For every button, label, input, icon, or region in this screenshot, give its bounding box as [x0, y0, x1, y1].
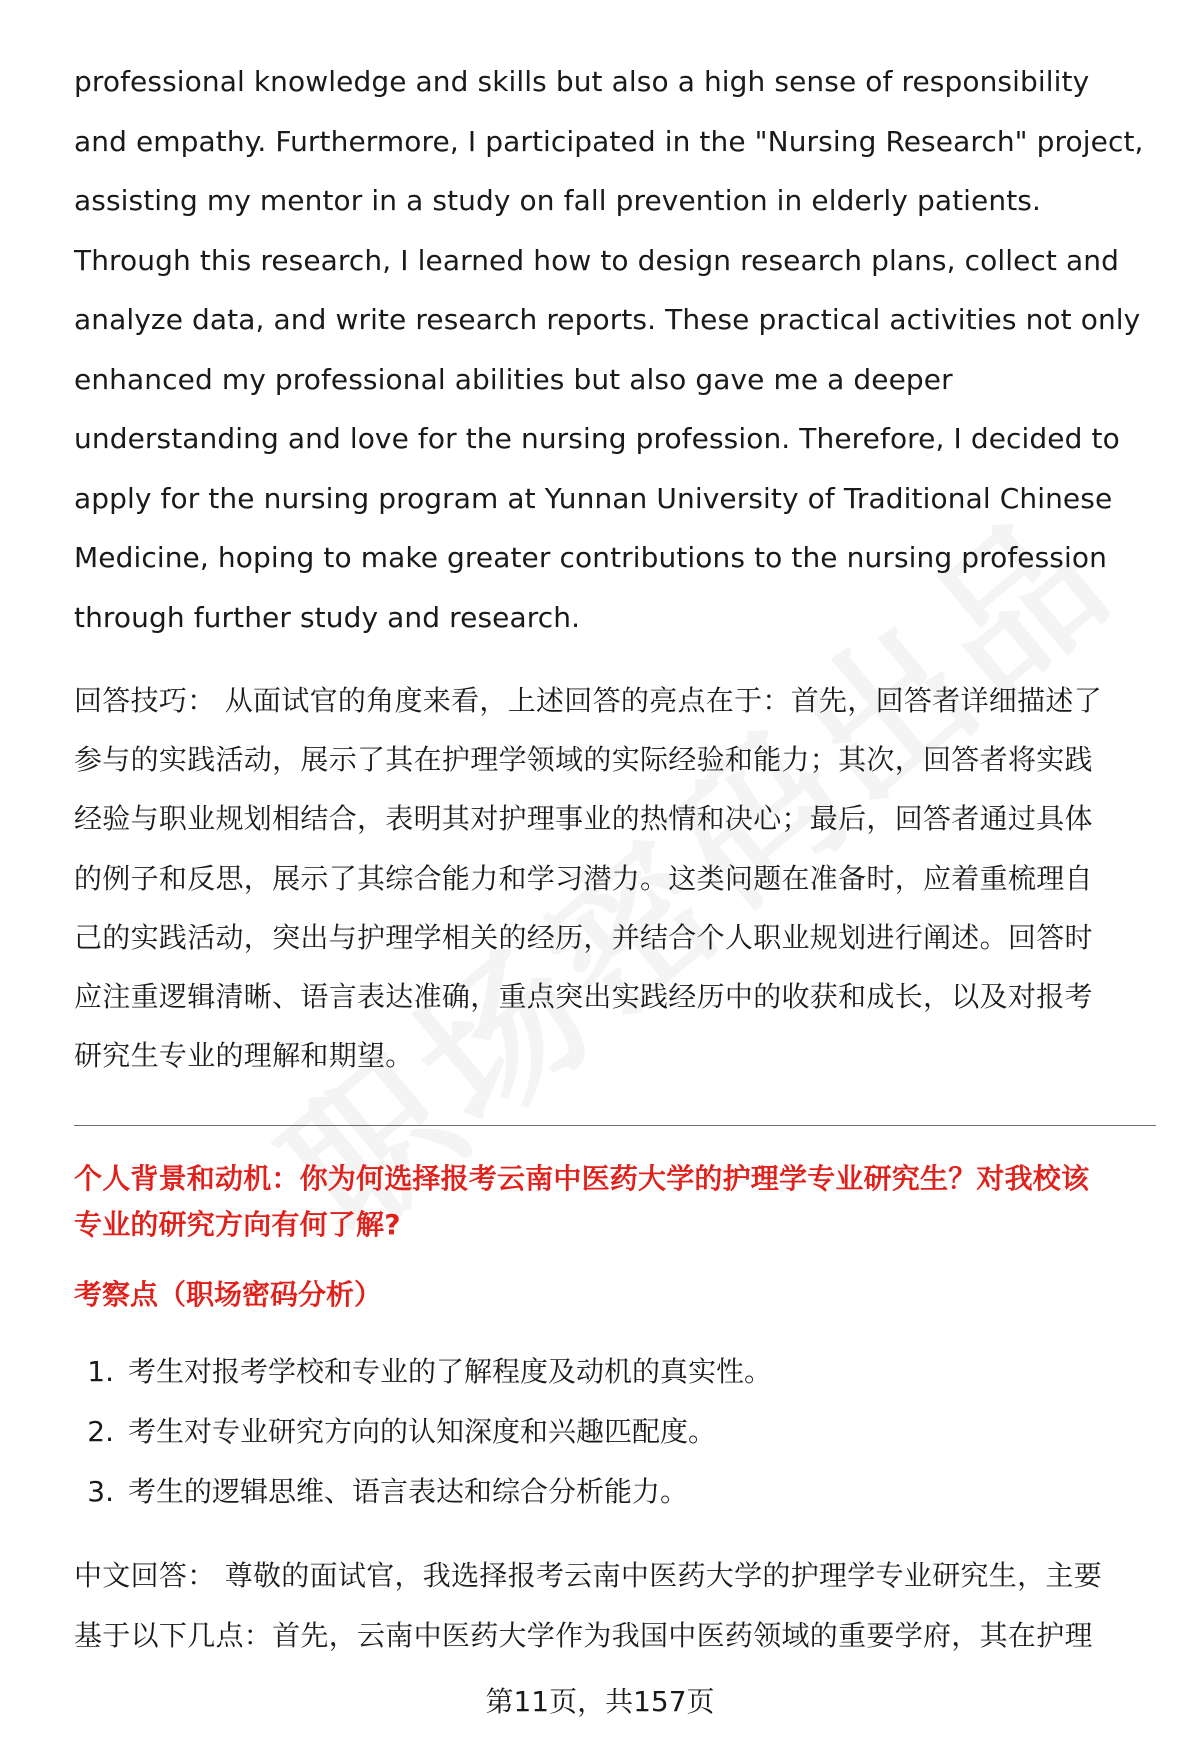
paragraph-line: 中文回答： 尊敬的面试官，我选择报考云南中医药大学的护理学专业研究生，主要: [74, 1559, 1103, 1593]
question-line: 专业的研究方向有何了解?: [74, 1208, 401, 1242]
list-text: 考生的逻辑思维、语言表达和综合分析能力。: [128, 1475, 689, 1509]
chinese-answer-paragraph: [74, 1546, 1154, 1664]
paragraph-line: 基于以下几点：首先，云南中医药大学作为我国中医药领域的重要学府，其在护理: [74, 1618, 1093, 1652]
paragraph-line: assisting my mentor in a study on fall prevention in elderly patients.: [74, 184, 1041, 217]
list-text: 考生对报考学校和专业的了解程度及动机的真实性。: [128, 1355, 773, 1389]
paragraph-line: and empathy. Furthermore, I participated in the "Nursing Research" project,: [74, 124, 1144, 158]
list-number: 1.: [87, 1355, 114, 1389]
list-item: [74, 1402, 1154, 1462]
paragraph-line: analyze data, and write research reports. These practical activities not only: [74, 303, 1141, 336]
list-text: 考生对专业研究方向的认知深度和兴趣匹配度。: [128, 1415, 717, 1449]
paragraph-line: Medicine, hoping to make greater contributions to the nursing profession: [74, 541, 1107, 574]
paragraph-line: 研究生专业的理解和期望。: [74, 1039, 414, 1073]
question-heading: [74, 1156, 1154, 1248]
paragraph-line: 经验与职业规划相结合，表明其对护理事业的热情和决心；最后，回答者通过具体: [74, 802, 1093, 836]
analysis-heading: 考察点（职场密码分析）: [74, 1278, 383, 1312]
paragraph-line: enhanced my professional abilities but also gave me a deeper: [74, 362, 953, 396]
paragraph-line: 应注重逻辑清晰、语言表达准确，重点突出实践经历中的收获和成长，以及对报考: [74, 980, 1093, 1014]
page-content: [74, 52, 1154, 1665]
answer-tips-paragraph: [74, 671, 1154, 1085]
paragraph-line: 回答技巧： 从面试官的角度来看，上述回答的亮点在于：首先，回答者详细描述了: [74, 684, 1103, 717]
paragraph-line: professional knowledge and skills but also a high sense of responsibility: [74, 65, 1090, 98]
analysis-points-list: [74, 1342, 1154, 1522]
list-item: [74, 1342, 1154, 1402]
english-paragraph: [74, 52, 1154, 647]
paragraph-line: apply for the nursing program at Yunnan University of Traditional Chinese: [74, 481, 1113, 515]
paragraph-line: Through this research, I learned how to design research plans, collect and: [74, 243, 1119, 277]
paragraph-line: 的例子和反思，展示了其综合能力和学习潜力。这类问题在准备时，应着重梳理自: [74, 861, 1093, 895]
list-item: [74, 1462, 1154, 1522]
paragraph-line: 己的实践活动，突出与护理学相关的经历，并结合个人职业规划进行阐述。回答时: [74, 920, 1093, 954]
paragraph-line: 参与的实践活动，展示了其在护理学领域的实际经验和能力；其次，回答者将实践: [74, 743, 1093, 777]
question-line: 个人背景和动机：你为何选择报考云南中医药大学的护理学专业研究生？对我校该: [74, 1162, 1090, 1196]
list-number: 3.: [87, 1475, 114, 1509]
paragraph-line: through further study and research.: [74, 600, 581, 634]
paragraph-line: understanding and love for the nursing profession. Therefore, I decided to: [74, 422, 1120, 455]
list-number: 2.: [87, 1415, 114, 1449]
page-number-footer: 第11页，共157页: [485, 1685, 715, 1718]
section-divider: [74, 1125, 1156, 1126]
